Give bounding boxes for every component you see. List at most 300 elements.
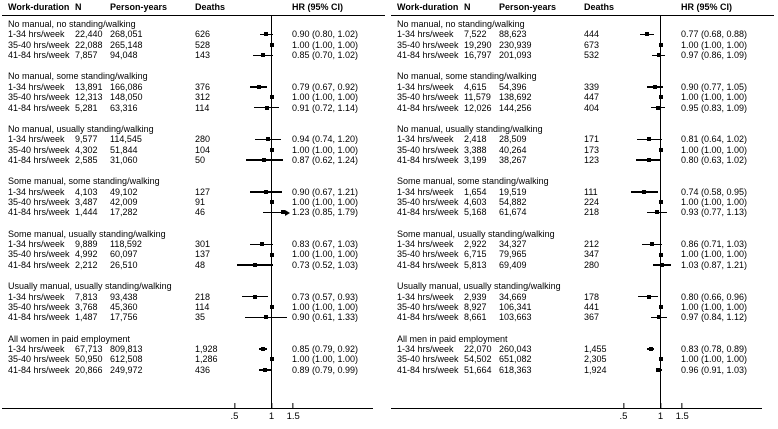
x-axis (391, 408, 762, 409)
row-deaths: 48 (195, 259, 206, 270)
hr-point-marker (653, 85, 657, 89)
row-hr-ci: 0.80 (0.66, 0.96) (681, 291, 748, 302)
column-header-n: N (75, 2, 82, 12)
row-hr-ci: 1.00 (1.00, 1.00) (292, 249, 359, 260)
row-work-duration: 35-40 hrs/week (8, 197, 70, 207)
row-n: 12,026 (464, 102, 492, 113)
row-person-years: 88,623 (499, 29, 527, 40)
x-axis-tick-mark (271, 403, 272, 409)
row-work-duration: 35-40 hrs/week (397, 92, 459, 103)
column-header-n: N (464, 2, 471, 12)
row-work-duration: 35-40 hrs/week (397, 354, 459, 365)
row-work-duration: 1-34 hrs/week (8, 186, 65, 197)
row-deaths: 1,455 (584, 343, 607, 354)
row-n: 4,603 (464, 197, 487, 207)
row-deaths: 91 (195, 197, 206, 207)
row-deaths: 212 (584, 239, 600, 250)
row-deaths: 441 (584, 301, 600, 312)
row-work-duration: 41-84 hrs/week (8, 312, 70, 323)
forest-row (389, 354, 778, 364)
row-hr-ci: 1.00 (1.00, 1.00) (292, 39, 359, 50)
row-deaths: 137 (195, 249, 211, 260)
forest-group (389, 281, 778, 322)
row-deaths: 376 (195, 81, 211, 92)
group-title: Usually manual, usually standing/walking (397, 281, 561, 292)
row-work-duration: 35-40 hrs/week (397, 197, 459, 207)
row-n: 9,577 (75, 134, 98, 145)
forest-group (389, 124, 778, 165)
row-deaths: 1,924 (584, 364, 607, 375)
row-deaths: 447 (584, 92, 600, 103)
forest-row (0, 82, 389, 92)
reference-line (660, 15, 661, 409)
forest-row (389, 249, 778, 259)
row-n: 54,502 (464, 354, 492, 365)
row-deaths: 114 (195, 102, 210, 113)
row-n: 67,713 (75, 343, 103, 354)
column-header-hr-ci: HR (95% CI) (681, 2, 733, 12)
forest-row (0, 155, 389, 165)
forest-row (0, 249, 389, 259)
x-axis-tick-label: .5 (230, 411, 239, 422)
group-title: No manual, usually standing/walking (8, 123, 154, 134)
row-work-duration: 41-84 hrs/week (8, 102, 70, 113)
hr-point-marker (264, 315, 268, 319)
row-n: 4,615 (464, 81, 487, 92)
forest-group (389, 176, 778, 217)
row-work-duration: 1-34 hrs/week (397, 186, 454, 197)
row-hr-ci: 0.94 (0.74, 1.20) (292, 134, 359, 145)
x-axis-tick-mark (660, 403, 661, 409)
row-n: 1,444 (75, 207, 98, 218)
row-hr-ci: 1.00 (1.00, 1.00) (292, 144, 359, 155)
group-title: Some manual, usually standing/walking (8, 228, 166, 239)
hr-point-marker (645, 32, 649, 36)
row-hr-ci: 1.00 (1.00, 1.00) (681, 144, 748, 155)
row-n: 1,654 (464, 186, 487, 197)
row-person-years: 809,813 (110, 343, 143, 354)
row-n: 51,664 (464, 364, 492, 375)
row-person-years: 148,050 (110, 92, 143, 103)
row-work-duration: 41-84 hrs/week (397, 259, 459, 270)
row-deaths: 114 (195, 301, 210, 312)
row-work-duration: 35-40 hrs/week (8, 249, 70, 260)
forest-row (0, 40, 389, 50)
forest-row (389, 40, 778, 50)
forest-row (389, 292, 778, 302)
row-work-duration: 1-34 hrs/week (397, 134, 454, 145)
group-title: No manual, usually standing/walking (397, 123, 543, 134)
group-title: No manual, some standing/walking (397, 71, 537, 82)
row-n: 12,313 (75, 92, 103, 103)
row-work-duration: 1-34 hrs/week (397, 239, 454, 250)
row-n: 4,103 (75, 186, 98, 197)
column-header-person-years: Person-years (110, 2, 168, 12)
row-hr-ci: 0.81 (0.64, 1.02) (681, 134, 748, 145)
row-hr-ci: 1.00 (1.00, 1.00) (681, 197, 748, 207)
row-deaths: 301 (195, 239, 211, 250)
forest-row (0, 50, 389, 60)
row-hr-ci: 1.03 (0.87, 1.21) (681, 259, 748, 270)
row-n: 6,715 (464, 249, 487, 260)
forest-row (389, 145, 778, 155)
row-deaths: 111 (584, 186, 598, 197)
row-work-duration: 1-34 hrs/week (8, 343, 65, 354)
row-hr-ci: 0.90 (0.61, 1.33) (292, 312, 359, 323)
x-axis (2, 408, 373, 409)
row-person-years: 34,327 (499, 239, 527, 250)
row-person-years: 94,048 (110, 50, 138, 61)
hr-point-marker (642, 190, 646, 194)
row-person-years: 17,756 (110, 312, 138, 323)
row-hr-ci: 0.95 (0.83, 1.09) (681, 102, 748, 113)
row-hr-ci: 0.74 (0.58, 0.95) (681, 186, 748, 197)
row-n: 7,813 (75, 291, 98, 302)
row-hr-ci: 0.83 (0.67, 1.03) (292, 239, 359, 250)
forest-row (0, 187, 389, 197)
row-hr-ci: 0.96 (0.91, 1.03) (681, 364, 748, 375)
column-header-deaths: Deaths (195, 2, 226, 12)
row-hr-ci: 0.83 (0.78, 0.89) (681, 343, 748, 354)
row-work-duration: 41-84 hrs/week (397, 50, 459, 61)
row-person-years: 42,009 (110, 197, 138, 207)
row-deaths: 626 (195, 29, 211, 40)
column-header-deaths: Deaths (584, 2, 615, 12)
forest-row (389, 134, 778, 144)
forest-row (389, 239, 778, 249)
hr-point-marker (262, 158, 266, 162)
row-deaths: 35 (195, 312, 206, 323)
row-hr-ci: 1.00 (1.00, 1.00) (292, 92, 359, 103)
forest-row (389, 103, 778, 113)
row-n: 5,168 (464, 207, 487, 218)
group-title: No manual, some standing/walking (8, 71, 148, 82)
row-work-duration: 41-84 hrs/week (8, 207, 70, 218)
row-person-years: 49,102 (110, 186, 138, 197)
row-n: 16,797 (464, 50, 492, 61)
row-work-duration: 41-84 hrs/week (8, 364, 70, 375)
group-title: All women in paid employment (8, 333, 131, 344)
forest-row (0, 292, 389, 302)
row-person-years: 54,396 (499, 81, 527, 92)
row-n: 2,585 (75, 154, 98, 165)
forest-row (0, 344, 389, 354)
forest-row (389, 92, 778, 102)
row-person-years: 103,663 (499, 312, 532, 323)
forest-group (0, 124, 389, 165)
forest-group (389, 71, 778, 112)
forest-row (0, 197, 389, 207)
row-deaths: 171 (584, 134, 600, 145)
row-deaths: 532 (584, 50, 600, 61)
row-deaths: 2,305 (584, 354, 607, 365)
row-deaths: 673 (584, 39, 600, 50)
row-work-duration: 41-84 hrs/week (397, 207, 459, 218)
row-n: 7,857 (75, 50, 98, 61)
forest-group (389, 19, 778, 60)
row-deaths: 404 (584, 102, 600, 113)
row-deaths: 224 (584, 197, 600, 207)
forest-row (389, 155, 778, 165)
forest-row (389, 260, 778, 270)
forest-group (0, 229, 389, 270)
row-person-years: 38,267 (499, 154, 527, 165)
row-deaths: 123 (584, 154, 600, 165)
row-deaths: 1,286 (195, 354, 218, 365)
row-person-years: 63,316 (110, 102, 138, 113)
row-hr-ci: 0.80 (0.63, 1.02) (681, 154, 748, 165)
forest-row (389, 50, 778, 60)
row-n: 8,927 (464, 301, 487, 312)
hr-point-marker (257, 85, 261, 89)
row-hr-ci: 1.00 (1.00, 1.00) (681, 39, 748, 50)
row-hr-ci: 1.00 (1.00, 1.00) (681, 92, 748, 103)
row-n: 5,813 (464, 259, 487, 270)
row-person-years: 51,844 (110, 144, 138, 155)
hr-point-marker (647, 295, 651, 299)
group-title: No manual, no standing/walking (397, 19, 525, 29)
hr-point-marker (649, 347, 653, 351)
row-deaths: 444 (584, 29, 600, 40)
row-deaths: 436 (195, 364, 211, 375)
column-header-hr-ci: HR (95% CI) (292, 2, 344, 12)
forest-row (0, 92, 389, 102)
row-hr-ci: 0.79 (0.67, 0.92) (292, 81, 359, 92)
ci-clip-arrow-right-icon (285, 210, 290, 216)
row-deaths: 312 (195, 92, 211, 103)
row-n: 3,199 (464, 154, 487, 165)
hr-point-marker (253, 263, 257, 267)
row-n: 2,939 (464, 291, 487, 302)
row-deaths: 46 (195, 207, 206, 218)
row-work-duration: 41-84 hrs/week (8, 50, 70, 61)
row-person-years: 265,148 (110, 39, 143, 50)
row-hr-ci: 1.23 (0.85, 1.79) (292, 207, 359, 218)
row-n: 2,922 (464, 239, 487, 250)
group-title: No manual, no standing/walking (8, 19, 136, 29)
row-n: 4,302 (75, 144, 98, 155)
row-person-years: 93,438 (110, 291, 138, 302)
row-person-years: 201,093 (499, 50, 532, 61)
row-n: 13,891 (75, 81, 103, 92)
row-work-duration: 1-34 hrs/week (397, 343, 454, 354)
row-n: 22,440 (75, 29, 103, 40)
reference-line (271, 15, 272, 409)
row-work-duration: 35-40 hrs/week (397, 144, 459, 155)
x-axis-tick-label: 1 (657, 411, 664, 422)
row-hr-ci: 1.00 (1.00, 1.00) (292, 197, 359, 207)
x-axis-tick-mark (682, 403, 683, 409)
forest-row (0, 134, 389, 144)
forest-row (0, 354, 389, 364)
row-person-years: 54,882 (499, 197, 527, 207)
hr-point-marker (261, 53, 265, 57)
row-hr-ci: 0.86 (0.71, 1.03) (681, 239, 748, 250)
row-person-years: 28,509 (499, 134, 527, 145)
group-title: Usually manual, usually standing/walking (8, 281, 172, 292)
x-axis-tick-mark (293, 403, 294, 409)
group-title: All men in paid employment (397, 333, 508, 344)
row-work-duration: 1-34 hrs/week (397, 81, 454, 92)
column-header-work-duration: Work-duration (397, 2, 459, 12)
row-person-years: 26,510 (110, 259, 138, 270)
hr-point-marker (281, 210, 285, 214)
header-divider (2, 15, 385, 16)
row-work-duration: 41-84 hrs/week (8, 154, 70, 165)
row-person-years: 138,692 (499, 92, 532, 103)
row-deaths: 143 (195, 50, 211, 61)
row-hr-ci: 1.00 (1.00, 1.00) (292, 301, 359, 312)
forest-row (389, 82, 778, 92)
row-work-duration: 41-84 hrs/week (397, 364, 459, 375)
row-hr-ci: 0.77 (0.68, 0.88) (681, 29, 748, 40)
row-deaths: 367 (584, 312, 600, 323)
row-n: 3,768 (75, 301, 98, 312)
forest-row (389, 312, 778, 322)
row-deaths: 280 (195, 134, 211, 145)
forest-row (389, 302, 778, 312)
row-work-duration: 1-34 hrs/week (8, 29, 65, 40)
row-hr-ci: 0.73 (0.57, 0.93) (292, 291, 359, 302)
forest-group (0, 176, 389, 217)
row-hr-ci: 0.73 (0.52, 1.03) (292, 259, 359, 270)
row-hr-ci: 0.87 (0.62, 1.24) (292, 154, 359, 165)
forest-row (0, 302, 389, 312)
row-person-years: 651,082 (499, 354, 532, 365)
forest-row (0, 207, 389, 217)
row-n: 8,661 (464, 312, 487, 323)
forest-row (0, 29, 389, 39)
hr-point-marker (253, 295, 257, 299)
row-hr-ci: 1.00 (1.00, 1.00) (681, 354, 748, 365)
hr-point-marker (655, 210, 659, 214)
row-hr-ci: 0.85 (0.79, 0.92) (292, 343, 359, 354)
row-n: 20,866 (75, 364, 103, 375)
row-person-years: 79,965 (499, 249, 527, 260)
row-work-duration: 35-40 hrs/week (8, 301, 70, 312)
row-work-duration: 35-40 hrs/week (8, 354, 70, 365)
forest-row (0, 103, 389, 113)
row-hr-ci: 1.00 (1.00, 1.00) (681, 301, 748, 312)
row-hr-ci: 0.97 (0.84, 1.12) (681, 312, 748, 323)
row-work-duration: 35-40 hrs/week (397, 301, 459, 312)
row-person-years: 612,508 (110, 354, 143, 365)
column-header-work-duration: Work-duration (8, 2, 70, 12)
forest-group (389, 229, 778, 270)
x-axis-tick-label: 1.5 (286, 411, 300, 422)
row-person-years: 268,051 (110, 29, 143, 40)
forest-panel-men (389, 0, 778, 429)
panel-rows (0, 19, 389, 386)
forest-row (389, 344, 778, 354)
row-person-years: 144,256 (499, 102, 532, 113)
row-work-duration: 41-84 hrs/week (397, 102, 459, 113)
row-deaths: 339 (584, 81, 600, 92)
forest-group (0, 71, 389, 112)
hr-point-marker (266, 137, 270, 141)
row-work-duration: 35-40 hrs/week (397, 39, 459, 50)
panel-rows (389, 19, 778, 386)
row-hr-ci: 1.00 (1.00, 1.00) (681, 249, 748, 260)
row-deaths: 104 (195, 144, 211, 155)
row-person-years: 106,341 (499, 301, 532, 312)
row-deaths: 173 (584, 144, 600, 155)
row-person-years: 61,674 (499, 207, 527, 218)
forest-group (0, 334, 389, 375)
row-deaths: 1,928 (195, 343, 218, 354)
row-person-years: 260,043 (499, 343, 532, 354)
row-n: 4,992 (75, 249, 98, 260)
row-work-duration: 35-40 hrs/week (397, 249, 459, 260)
x-axis-tick-mark (623, 403, 624, 409)
row-deaths: 347 (584, 249, 600, 260)
row-n: 2,418 (464, 134, 487, 145)
row-deaths: 127 (195, 186, 211, 197)
row-person-years: 230,939 (499, 39, 532, 50)
row-deaths: 218 (195, 291, 211, 302)
forest-row (0, 145, 389, 155)
x-axis-tick-label: 1 (268, 411, 275, 422)
row-person-years: 31,060 (110, 154, 138, 165)
row-hr-ci: 1.00 (1.00, 1.00) (292, 354, 359, 365)
row-n: 19,290 (464, 39, 492, 50)
row-person-years: 45,360 (110, 301, 138, 312)
row-person-years: 114,545 (110, 134, 142, 145)
row-hr-ci: 0.93 (0.77, 1.13) (681, 207, 748, 218)
hr-point-marker (260, 242, 264, 246)
hr-point-marker (264, 190, 268, 194)
row-work-duration: 41-84 hrs/week (8, 259, 70, 270)
row-person-years: 69,409 (499, 259, 527, 270)
row-work-duration: 1-34 hrs/week (397, 291, 454, 302)
x-axis-tick-label: .5 (619, 411, 628, 422)
row-person-years: 118,592 (110, 239, 142, 250)
row-work-duration: 41-84 hrs/week (397, 154, 459, 165)
row-work-duration: 1-34 hrs/week (8, 81, 65, 92)
row-n: 11,579 (464, 92, 491, 103)
hr-point-marker (261, 347, 265, 351)
row-hr-ci: 0.85 (0.70, 1.02) (292, 50, 359, 61)
forest-row (389, 197, 778, 207)
row-n: 50,950 (75, 354, 103, 365)
row-hr-ci: 0.97 (0.86, 1.09) (681, 50, 748, 61)
row-deaths: 528 (195, 39, 211, 50)
forest-group (0, 281, 389, 322)
row-n: 1,487 (75, 312, 98, 323)
row-hr-ci: 0.90 (0.80, 1.02) (292, 29, 359, 40)
forest-row (389, 187, 778, 197)
row-hr-ci: 0.89 (0.79, 0.99) (292, 364, 359, 375)
row-person-years: 60,097 (110, 249, 138, 260)
row-person-years: 40,264 (499, 144, 527, 155)
row-person-years: 166,086 (110, 81, 143, 92)
row-deaths: 178 (584, 291, 600, 302)
forest-row (0, 365, 389, 375)
row-hr-ci: 0.90 (0.67, 1.21) (292, 186, 359, 197)
row-n: 2,212 (75, 259, 98, 270)
forest-row (389, 29, 778, 39)
group-title: Some manual, some standing/walking (8, 176, 160, 187)
x-axis-tick-label: 1.5 (675, 411, 689, 422)
row-n: 9,889 (75, 239, 98, 250)
row-person-years: 249,972 (110, 364, 143, 375)
x-axis-tick-mark (234, 403, 235, 409)
hr-point-marker (263, 368, 267, 372)
row-n: 3,487 (75, 197, 98, 207)
forest-row (389, 365, 778, 375)
row-n: 7,522 (464, 29, 487, 40)
forest-group (0, 19, 389, 60)
